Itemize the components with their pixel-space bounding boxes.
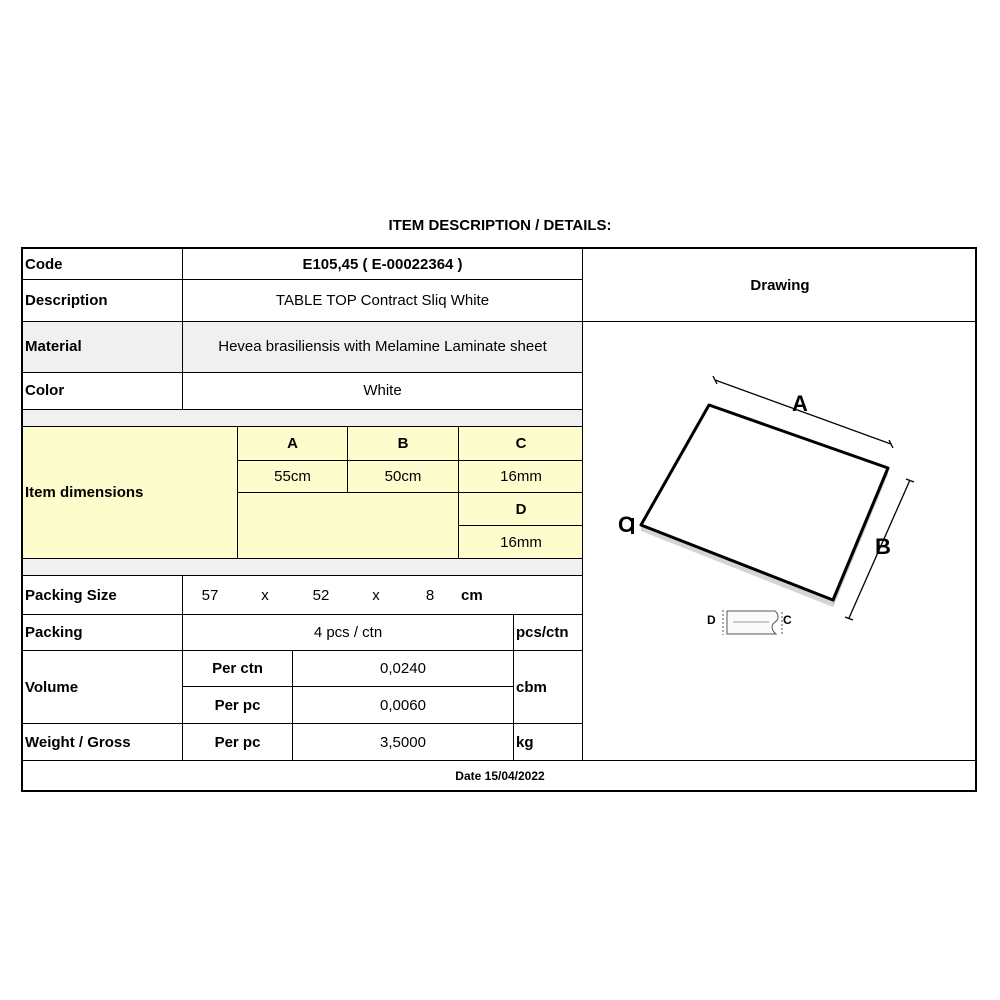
dimension-a-value: 55cm — [274, 468, 311, 485]
row-divider — [23, 614, 583, 615]
dimension-d-header: D — [515, 501, 527, 518]
drawing-label-c-small: C — [783, 613, 792, 627]
table-top-surface — [641, 405, 888, 600]
row-divider — [23, 575, 583, 576]
dimension-b-header: B — [397, 435, 409, 452]
volume-label: Volume — [25, 679, 79, 696]
color-label: Color — [25, 382, 65, 399]
row-divider — [237, 492, 583, 493]
weight-unit: kg — [516, 734, 534, 751]
dimension-d-value: 16mm — [500, 534, 542, 551]
volume-per-ctn-label: Per ctn — [212, 660, 263, 677]
row-divider — [23, 426, 583, 427]
row-divider — [23, 723, 583, 724]
row-divider — [23, 372, 583, 373]
packing-size-x1: x — [261, 587, 269, 604]
table-top-illustration — [583, 322, 977, 760]
description-label: Description — [25, 292, 108, 309]
weight-per-label: Per pc — [214, 734, 261, 751]
row-divider — [237, 460, 583, 461]
packing-size-width: 52 — [312, 587, 330, 604]
row-divider — [23, 279, 583, 280]
code-label: Code — [25, 256, 63, 273]
spacer-row-1-bg — [23, 409, 583, 426]
table-top-drawing — [583, 322, 977, 760]
row-divider — [458, 525, 583, 526]
packing-size-height: 8 — [425, 587, 435, 604]
packing-unit: pcs/ctn — [516, 624, 569, 641]
page-title: ITEM DESCRIPTION / DETAILS: — [388, 217, 612, 234]
row-divider — [23, 760, 977, 761]
packing-size-label: Packing Size — [25, 587, 117, 604]
drawing-label-b: B — [875, 534, 891, 559]
weight-value: 3,5000 — [380, 734, 426, 751]
row-divider — [182, 686, 513, 687]
spacer-row-2-bg — [23, 558, 583, 575]
packing-size-unit: cm — [461, 587, 483, 604]
volume-per-ctn-value: 0,0240 — [380, 660, 426, 677]
packing-value: 4 pcs / ctn — [313, 624, 383, 641]
packing-label: Packing — [25, 624, 83, 641]
col-divider — [513, 614, 514, 760]
volume-unit: cbm — [516, 679, 547, 696]
dimension-a-header: A — [287, 435, 298, 452]
weight-label: Weight / Gross — [25, 734, 131, 751]
dimension-c-value: 16mm — [500, 468, 542, 485]
volume-per-pc-label: Per pc — [214, 697, 261, 714]
item-dimensions-label: Item dimensions — [25, 484, 144, 501]
packing-size-x2: x — [372, 587, 380, 604]
footer-date: Date 15/04/2022 — [455, 769, 545, 783]
drawing-label-d: D — [707, 613, 716, 627]
dimension-c-header: C — [515, 435, 527, 452]
code-value: E105,45 ( E-00022364 ) — [302, 256, 463, 273]
drawing-header: Drawing — [750, 277, 810, 294]
material-value: Hevea brasiliensis with Melamine Laminate sheet — [218, 338, 547, 355]
color-value: White — [363, 382, 402, 399]
drawing-label-c: C — [618, 512, 634, 537]
row-divider — [23, 409, 583, 410]
row-divider — [23, 650, 583, 651]
dimension-b-value: 50cm — [384, 468, 422, 485]
volume-per-pc-value: 0,0060 — [380, 697, 426, 714]
item-details-sheet — [21, 247, 977, 792]
material-label: Material — [25, 338, 82, 355]
drawing-label-a: A — [792, 391, 808, 416]
packing-size-length: 57 — [201, 587, 219, 604]
description-value: TABLE TOP Contract Sliq White — [275, 292, 490, 309]
row-divider — [23, 558, 583, 559]
